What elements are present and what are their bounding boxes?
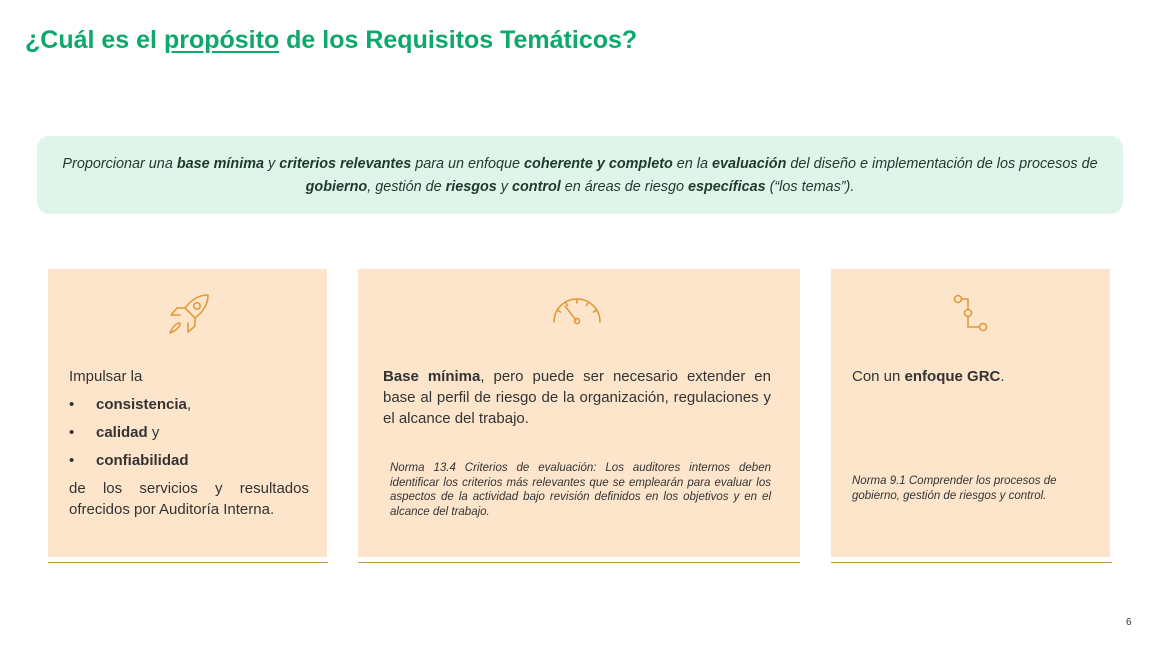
banner-emphasis: gobierno xyxy=(305,179,368,195)
card-grc-text xyxy=(852,366,1092,387)
card-consistency xyxy=(48,269,327,557)
title-end: de los Requisitos Temáticos? xyxy=(279,26,638,54)
list-item-bold: calidad xyxy=(96,424,148,441)
page-number: 6 xyxy=(1126,617,1132,628)
card-outro: de los servicios y resultados ofrecidos por Auditoría Interna. xyxy=(69,480,309,518)
banner-emphasis: coherente y completo xyxy=(524,156,673,172)
list-item-suffix: , xyxy=(186,396,192,413)
banner-text: para un enfoque xyxy=(411,156,525,172)
banner-emphasis: base mínima xyxy=(176,156,265,172)
page-title xyxy=(25,26,637,55)
list-item xyxy=(69,422,309,443)
card-minimum-base xyxy=(358,269,800,557)
banner-text: y xyxy=(264,156,280,172)
card-consistency-body xyxy=(69,366,309,520)
banner-text: del diseño e implementación de los procesos de xyxy=(786,156,1098,172)
gauge-icon xyxy=(551,294,603,326)
title-start: ¿Cuál es el xyxy=(25,26,164,54)
quality-list xyxy=(69,394,309,471)
banner-text: y xyxy=(496,179,513,195)
bullet: • xyxy=(69,424,75,441)
banner-text: , gestión de xyxy=(367,179,446,195)
list-item-suffix: y xyxy=(147,424,160,441)
card-text: Con un xyxy=(852,368,905,385)
list-item-bold: confiabilidad xyxy=(96,452,189,469)
card-bold: Base mínima xyxy=(383,368,481,385)
banner-emphasis: específicas xyxy=(687,179,766,195)
rocket-icon xyxy=(165,290,213,338)
banner-emphasis: evaluación xyxy=(712,156,787,172)
card-intro: Impulsar la xyxy=(69,368,143,385)
card-text: , pero puede ser necesario extender en base al perfil de riesgo de la organización, regulaciones y el alcance del trabajo. xyxy=(383,368,771,427)
banner-text: en áreas de riesgo xyxy=(560,179,688,195)
banner-text: en la xyxy=(672,156,712,172)
list-item-bold: consistencia xyxy=(96,396,187,413)
banner-emphasis: criterios relevantes xyxy=(279,156,412,172)
card-divider xyxy=(48,562,328,563)
list-item xyxy=(69,394,309,415)
banner-emphasis: control xyxy=(512,179,561,195)
norm-note: Norma 13.4 Criterios de evaluación: Los auditores internos deben identificar los criterios más relevantes que se emplearán para evaluar los aspectos de la actividad bajo revisión definidos en los objetivos y en el alcance del trabajo. xyxy=(390,462,771,518)
card-divider xyxy=(358,562,800,563)
list-item xyxy=(69,450,309,471)
card-text: . xyxy=(1000,368,1005,385)
bullet: • xyxy=(69,396,75,413)
banner-text: Proporcionar una xyxy=(62,156,177,172)
card-minimum-base-text xyxy=(383,366,771,429)
purpose-banner xyxy=(37,136,1123,214)
title-underlined-word: propósito xyxy=(163,26,280,54)
norm-note: Norma 9.1 Comprender los procesos de gobierno, gestión de riesgos y control. xyxy=(852,475,1057,502)
card-grc xyxy=(831,269,1110,557)
card-bold: enfoque GRC xyxy=(904,368,1001,385)
banner-text: (“los temas”). xyxy=(765,179,855,195)
flow-steps-icon xyxy=(953,294,989,334)
card-divider xyxy=(831,562,1112,563)
bullet: • xyxy=(69,452,75,469)
banner-emphasis: riesgos xyxy=(445,179,497,195)
